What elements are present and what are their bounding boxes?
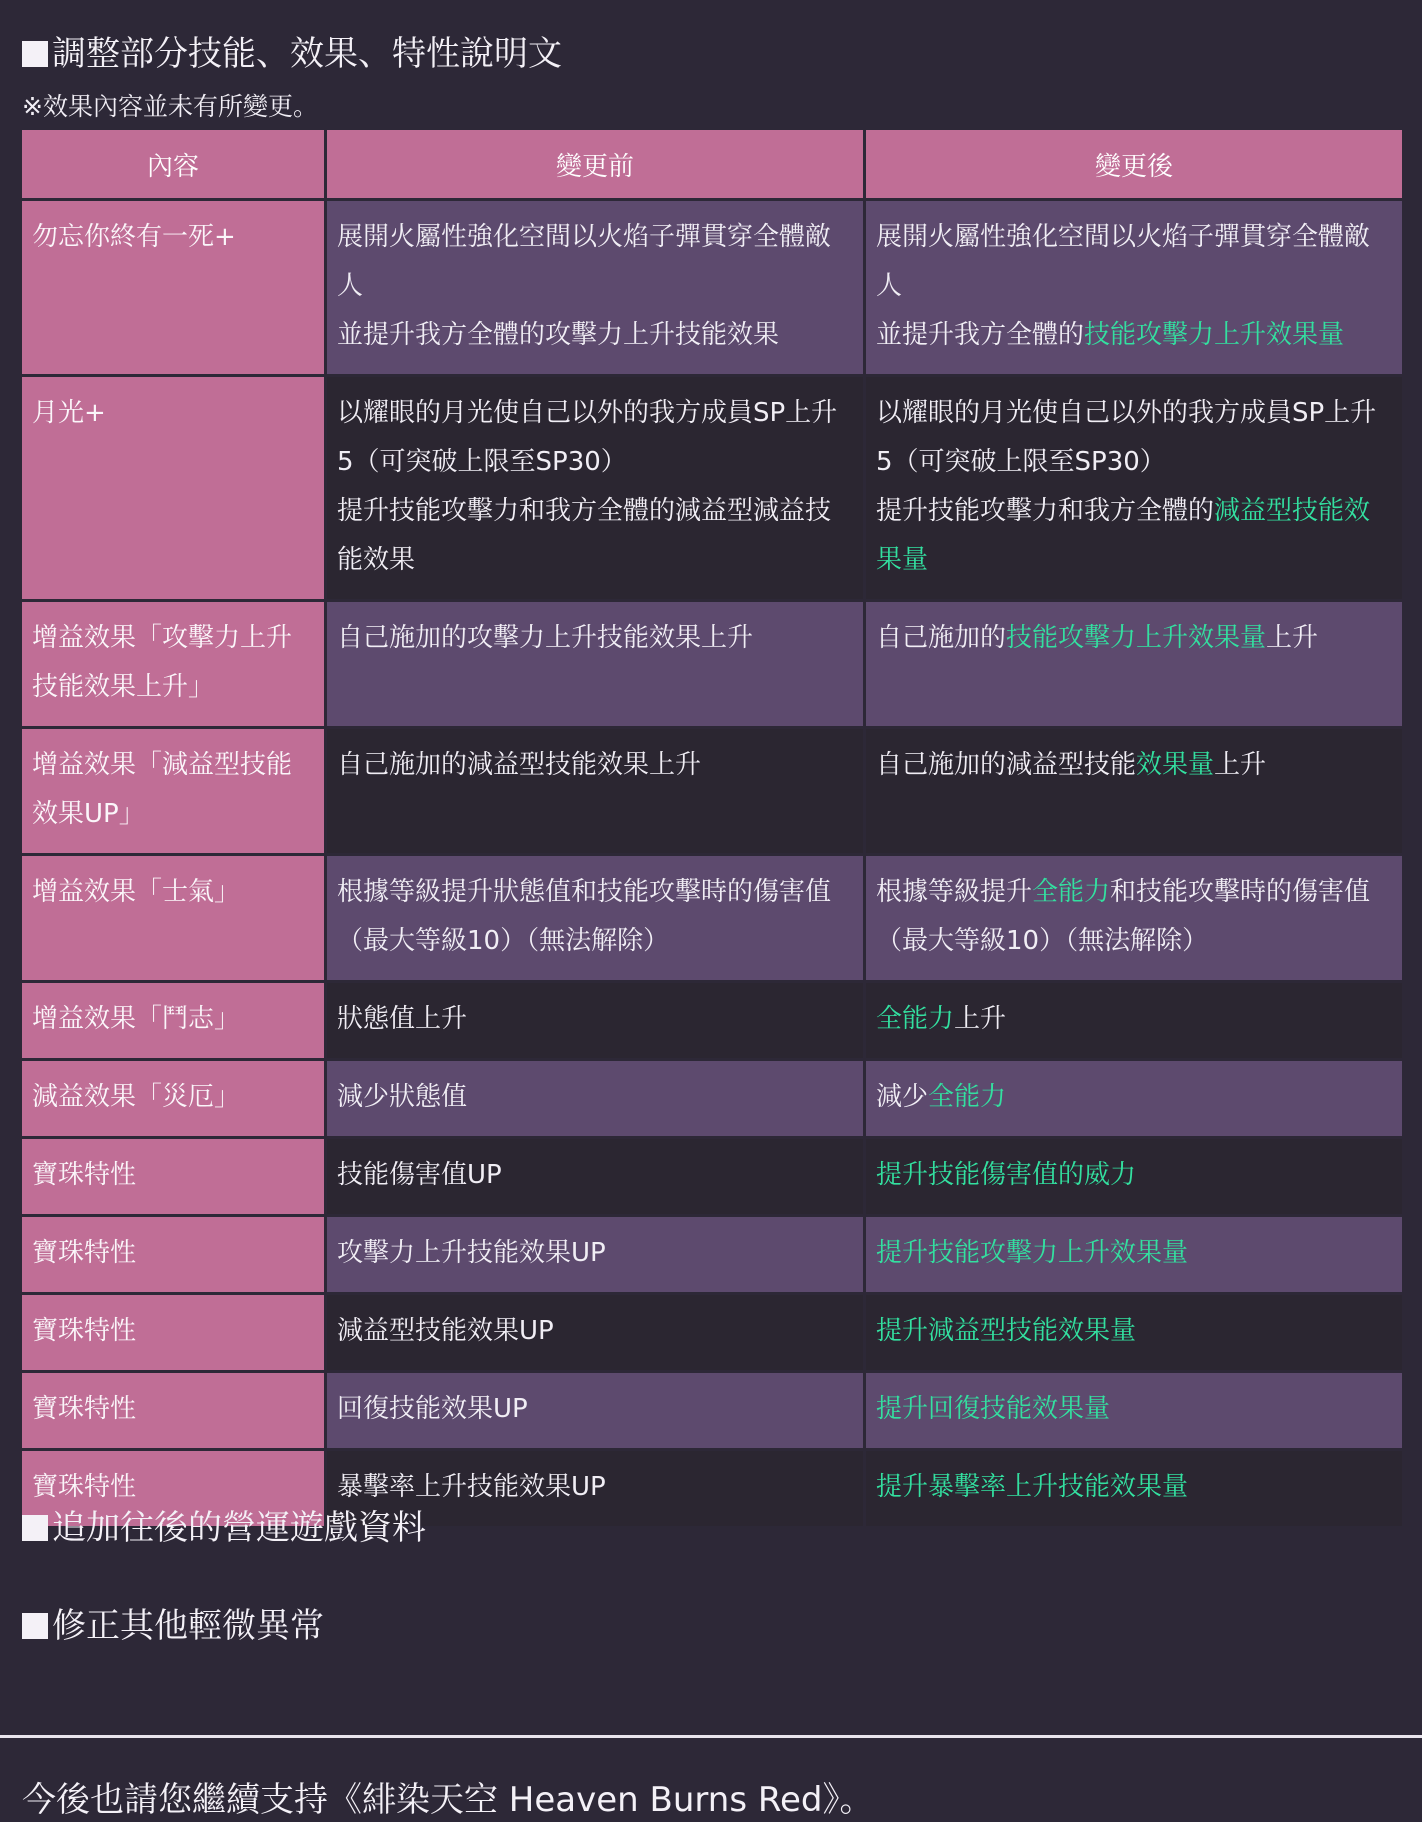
section-title-bugfix — [22, 1604, 324, 1648]
table-row — [22, 1139, 1402, 1214]
note-text: ※效果內容並未有所變更。 — [22, 92, 318, 121]
row-label: 增益效果「減益型技能效果UP」 — [22, 729, 324, 853]
table-row — [22, 377, 1402, 599]
cell-text: 上升 — [954, 1004, 1007, 1034]
section-title-operation-data — [22, 1506, 426, 1550]
row-label: 勿忘你終有一死+ — [22, 201, 324, 374]
highlighted-change-text: 技能攻擊力上升效果量 — [1006, 623, 1267, 653]
cell-text: 根據等級提升狀態值和技能攻擊時的傷害值（最大等級10）（無法解除） — [337, 877, 832, 956]
section-title-text: 修正其他輕微異常 — [52, 1606, 324, 1646]
table-header-row — [22, 130, 1402, 198]
highlighted-change-text: 提升減益型技能效果量 — [876, 1316, 1137, 1346]
cell-text: 上升 — [1266, 623, 1319, 653]
table-row — [22, 1061, 1402, 1136]
header-content: 內容 — [22, 130, 324, 198]
after-cell — [866, 1139, 1402, 1214]
footer-text: 今後也請您繼續支持《緋染天空 Heaven Burns Red》。 — [22, 1780, 874, 1820]
cell-text: 提升技能攻擊力和我方全體的 — [876, 496, 1215, 526]
row-label: 增益效果「鬥志」 — [22, 983, 324, 1058]
cell-text: 展開火屬性強化空間以火焰子彈貫穿全體敵人 — [337, 222, 832, 301]
cell-text: 提升技能攻擊力和我方全體的減益型減益技能效果 — [337, 496, 832, 575]
highlighted-change-text: 提升技能傷害值的威力 — [876, 1160, 1137, 1190]
header-after: 變更後 — [866, 130, 1402, 198]
after-cell — [866, 1295, 1402, 1370]
row-label: 寶珠特性 — [22, 1295, 324, 1370]
cell-text: 狀態值上升 — [337, 1004, 468, 1034]
after-cell — [866, 1373, 1402, 1448]
before-cell — [327, 983, 863, 1058]
changes-table — [19, 127, 1405, 1529]
section-title-text: 調整部分技能、效果、特性說明文 — [52, 34, 562, 74]
highlighted-change-text: 全能力 — [1032, 877, 1111, 907]
before-cell — [327, 729, 863, 853]
after-cell — [866, 1061, 1402, 1136]
before-cell — [327, 201, 863, 374]
cell-text: 以耀眼的月光使自己以外的我方成員SP上升5（可突破上限至SP30） — [876, 398, 1377, 477]
cell-text: 並提升我方全體的攻擊力上升技能效果 — [337, 320, 780, 350]
cell-text: 自己施加的攻擊力上升技能效果上升 — [337, 623, 754, 653]
cell-text: 減少狀態值 — [337, 1082, 468, 1112]
after-cell — [866, 729, 1402, 853]
cell-text: 減益型技能效果UP — [337, 1316, 554, 1346]
before-cell — [327, 1373, 863, 1448]
square-bullet-icon — [22, 41, 48, 67]
table-row — [22, 856, 1402, 980]
cell-text: 自己施加的減益型技能效果上升 — [337, 750, 702, 780]
row-label: 減益效果「災厄」 — [22, 1061, 324, 1136]
highlighted-change-text: 減益型技能效果量 — [876, 496, 1371, 575]
cell-text: 和技能攻擊時的傷害值（最大等級10）（無法解除） — [876, 877, 1371, 956]
row-label: 寶珠特性 — [22, 1139, 324, 1214]
after-cell — [866, 1451, 1402, 1526]
after-cell — [866, 856, 1402, 980]
row-label: 寶珠特性 — [22, 1451, 324, 1526]
highlighted-change-text: 提升暴擊率上升技能效果量 — [876, 1472, 1189, 1502]
table-row — [22, 1217, 1402, 1292]
cell-text: 根據等級提升 — [876, 877, 1033, 907]
cell-text: 並提升我方全體的 — [876, 320, 1085, 350]
cell-text: 技能傷害值UP — [337, 1160, 502, 1190]
cell-text: 自己施加的 — [876, 623, 1007, 653]
table-row — [22, 201, 1402, 374]
row-label: 寶珠特性 — [22, 1217, 324, 1292]
cell-text: 以耀眼的月光使自己以外的我方成員SP上升5（可突破上限至SP30） — [337, 398, 838, 477]
before-cell — [327, 602, 863, 726]
highlighted-change-text: 全能力 — [928, 1082, 1007, 1112]
divider — [0, 1735, 1422, 1738]
row-label: 寶珠特性 — [22, 1373, 324, 1448]
highlighted-change-text: 提升技能攻擊力上升效果量 — [876, 1238, 1189, 1268]
cell-text: 攻擊力上升技能效果UP — [337, 1238, 606, 1268]
before-cell — [327, 377, 863, 599]
section-title-adjustments — [22, 32, 562, 76]
after-cell — [866, 377, 1402, 599]
cell-text: 回復技能效果UP — [337, 1394, 528, 1424]
row-label: 增益效果「士氣」 — [22, 856, 324, 980]
after-cell — [866, 201, 1402, 374]
table-row — [22, 602, 1402, 726]
before-cell — [327, 856, 863, 980]
cell-text: 自己施加的減益型技能 — [876, 750, 1137, 780]
before-cell — [327, 1061, 863, 1136]
cell-text: 展開火屬性強化空間以火焰子彈貫穿全體敵人 — [876, 222, 1371, 301]
cell-text: 暴擊率上升技能效果UP — [337, 1472, 606, 1502]
before-cell — [327, 1139, 863, 1214]
table-row — [22, 983, 1402, 1058]
table-row — [22, 729, 1402, 853]
header-before: 變更前 — [327, 130, 863, 198]
cell-text: 上升 — [1214, 750, 1267, 780]
square-bullet-icon — [22, 1613, 48, 1639]
section-title-text: 追加往後的營運遊戲資料 — [52, 1508, 426, 1548]
after-cell — [866, 602, 1402, 726]
highlighted-change-text: 提升回復技能效果量 — [876, 1394, 1111, 1424]
highlighted-change-text: 技能攻擊力上升效果量 — [1084, 320, 1345, 350]
before-cell — [327, 1217, 863, 1292]
row-label: 增益效果「攻擊力上升技能效果上升」 — [22, 602, 324, 726]
before-cell — [327, 1295, 863, 1370]
highlighted-change-text: 全能力 — [876, 1004, 955, 1034]
square-bullet-icon — [22, 1515, 48, 1541]
table-row — [22, 1373, 1402, 1448]
row-label: 月光+ — [22, 377, 324, 599]
after-cell — [866, 1217, 1402, 1292]
highlighted-change-text: 效果量 — [1136, 750, 1215, 780]
after-cell — [866, 983, 1402, 1058]
cell-text: 減少 — [876, 1082, 929, 1112]
table-row — [22, 1295, 1402, 1370]
